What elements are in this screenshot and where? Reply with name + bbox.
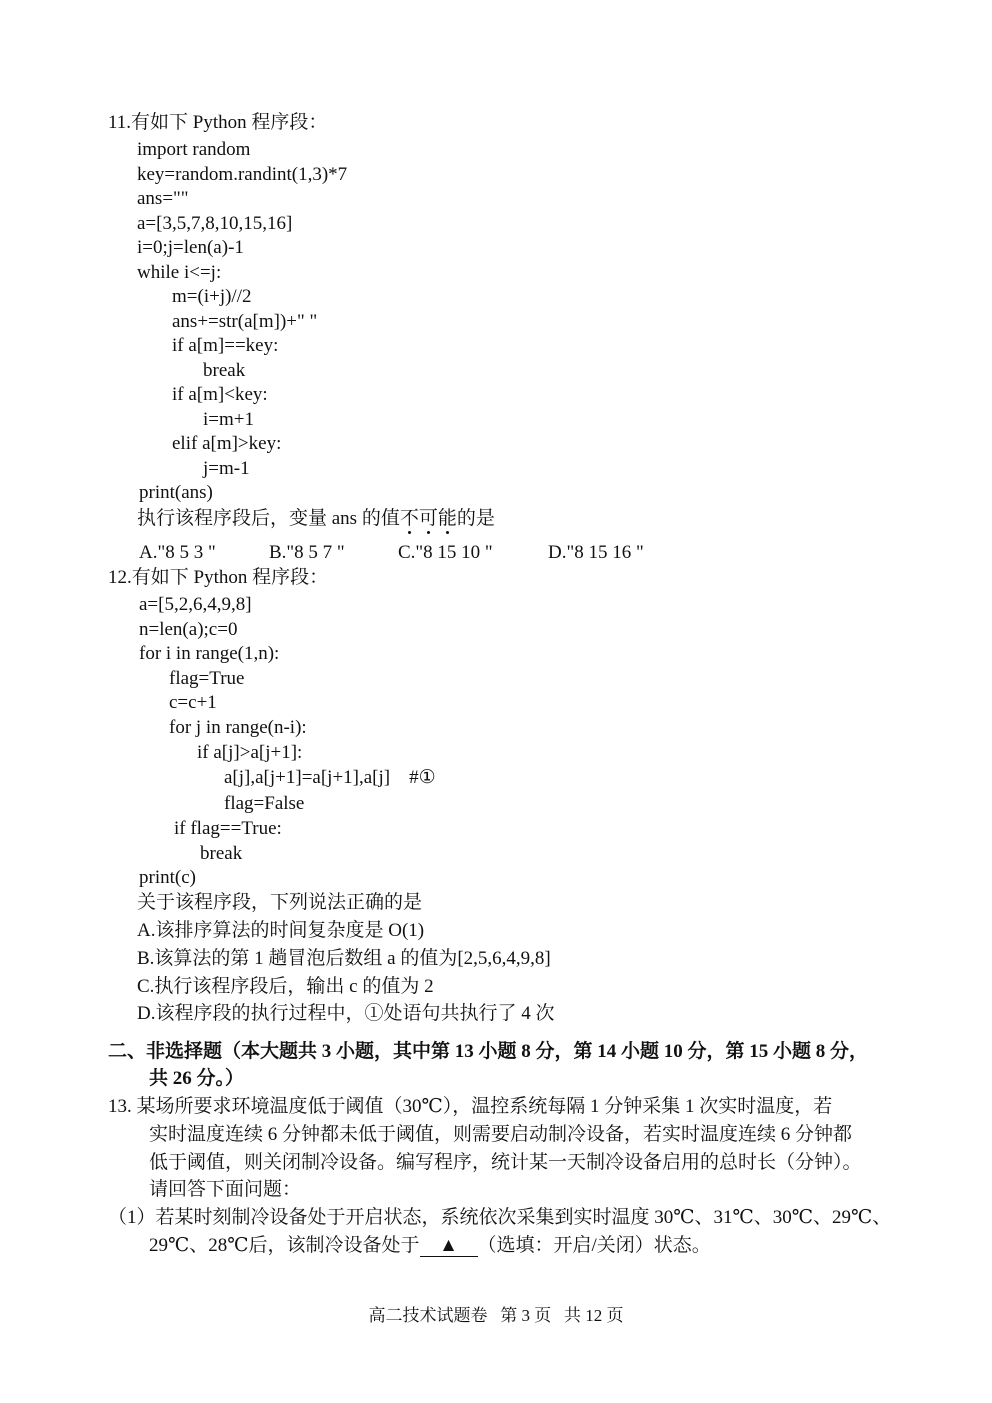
q13-sub1-pre: 29℃、28℃后，该制冷设备处于: [149, 1235, 420, 1256]
q11-code-line: j=m-1: [203, 458, 250, 479]
q11-code-line: m=(i+j)//2: [172, 286, 252, 307]
q13-text-line: 低于阈值，则关闭制冷设备。编写程序，统计某一天制冷设备启用的总时长（分钟）。: [149, 1152, 862, 1173]
q11-code-line: i=0;j=len(a)-1: [137, 237, 244, 258]
answer-blank[interactable]: ▲: [420, 1236, 478, 1257]
q11-question-pre: 执行该程序段后，变量 ans 的值: [137, 508, 400, 529]
q12-code-line: flag=False: [224, 793, 305, 814]
q13-sub1-line2: [149, 1234, 711, 1258]
q12-option-d: D.该程序段的执行过程中，①处语句共执行了 4 次: [137, 1003, 555, 1024]
q11-code-line: print(ans): [139, 482, 213, 503]
q12-code-line: flag=True: [169, 668, 245, 689]
q13-sub1-line: （1）若某时刻制冷设备处于开启状态，系统依次采集到实时温度 30℃、31℃、30℃、29℃、: [108, 1207, 892, 1228]
q11-code-line: ans="": [137, 188, 189, 209]
q12-code-line: c=c+1: [169, 692, 217, 713]
q11-code-line: i=m+1: [203, 409, 254, 430]
q11-code-line: elif a[m]>key:: [172, 433, 282, 454]
q11-option-a: A."8 5 3 ": [139, 542, 216, 563]
q12-option-b: B.该算法的第 1 趟冒泡后数组 a 的值为[2,5,6,4,9,8]: [137, 948, 551, 969]
q12-code-line: break: [200, 843, 243, 864]
q11-stem: 11.有如下 Python 程序段：: [108, 112, 328, 133]
page-footer: 高二技术试题卷 第 3 页 共 12 页: [368, 1306, 624, 1325]
q11-code-line: if a[m]<key:: [172, 384, 268, 405]
q11-question: [137, 507, 495, 531]
q11-code-line: break: [203, 360, 246, 381]
q11-code-line: while i<=j:: [137, 262, 222, 283]
q13-text-line: 实时温度连续 6 分钟都未低于阈值，则需要启动制冷设备，若实时温度连续 6 分钟都: [149, 1124, 853, 1145]
emphasis-char: 可: [418, 508, 438, 529]
emphasis-char: 不: [399, 508, 419, 529]
q12-code-line: a[j],a[j+1]=a[j+1],a[j] #①: [224, 767, 436, 788]
q11-code-line: ans+=str(a[m])+" ": [172, 311, 318, 332]
section-heading-cont: 共 26 分。）: [149, 1068, 245, 1089]
q11-code-line: a=[3,5,7,8,10,15,16]: [137, 213, 293, 234]
q12-option-c: C.执行该程序段后，输出 c 的值为 2: [137, 976, 434, 997]
q11-code-line: key=random.randint(1,3)*7: [137, 164, 348, 185]
q12-code-line: for i in range(1,n):: [139, 643, 280, 664]
q12-code-line: for j in range(n-i):: [169, 717, 307, 738]
q11-code-line: if a[m]==key:: [172, 335, 279, 356]
q12-code-line: if flag==True:: [174, 818, 282, 839]
q11-code-line: import random: [137, 139, 251, 160]
q12-code-line: a=[5,2,6,4,9,8]: [139, 594, 252, 615]
q12-stem: 12.有如下 Python 程序段：: [108, 567, 329, 588]
q11-option-d: D."8 15 16 ": [548, 542, 644, 563]
q13-text-line: 请回答下面问题：: [149, 1179, 302, 1200]
q11-option-b: B."8 5 7 ": [269, 542, 345, 563]
q12-code-line: print(c): [139, 867, 196, 888]
q11-question-post: 的是: [456, 508, 495, 529]
q12-question: 关于该程序段，下列说法正确的是: [137, 892, 423, 913]
q12-code-line: n=len(a);c=0: [139, 619, 238, 640]
q13-sub1-post: （选填：开启/关闭）状态。: [477, 1235, 711, 1256]
q13-text-line: 13. 某场所要求环境温度低于阈值（30℃），温控系统每隔 1 分钟采集 1 次实时温度，若: [108, 1096, 833, 1117]
emphasis-char: 能: [437, 508, 457, 529]
q12-code-line: if a[j]>a[j+1]:: [197, 742, 303, 763]
q11-option-c: C."8 15 10 ": [398, 542, 493, 563]
section-heading: 二、非选择题（本大题共 3 小题，其中第 13 小题 8 分，第 14 小题 10 分，第 15 小题 8 分，: [108, 1041, 869, 1062]
q12-option-a: A.该排序算法的时间复杂度是 O(1): [137, 920, 425, 941]
